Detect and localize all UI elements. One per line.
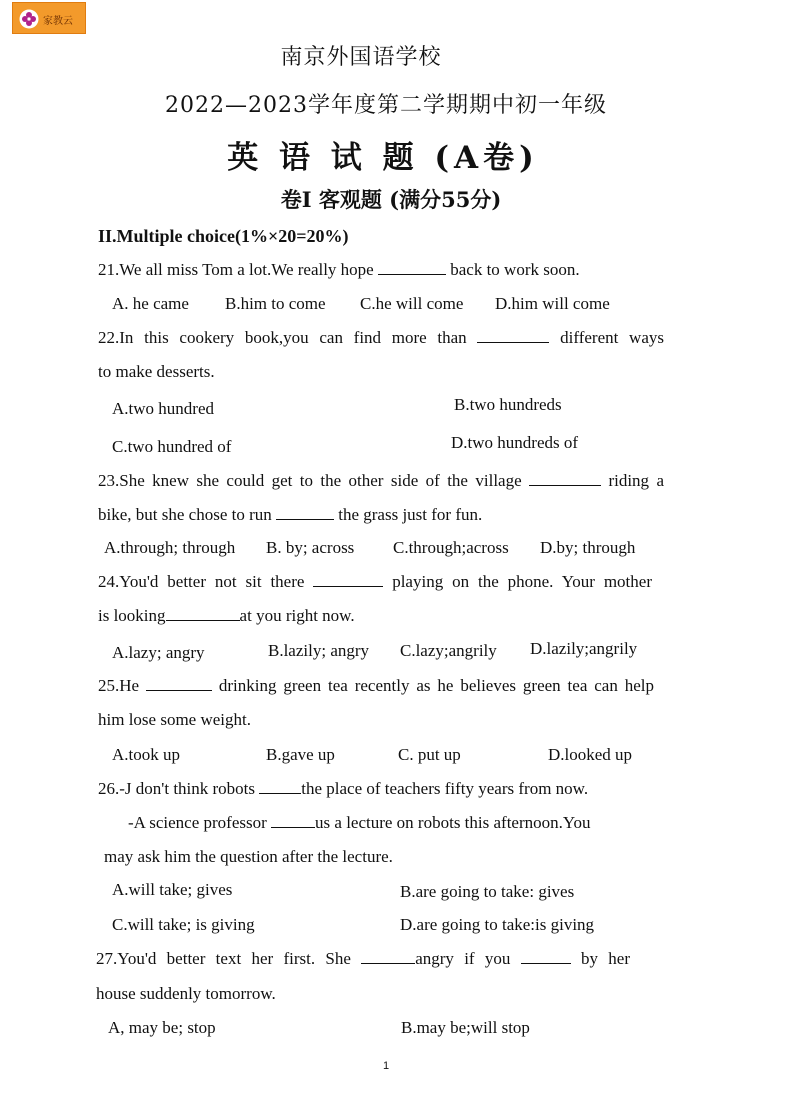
option-24-a: A.lazy; angry	[112, 643, 205, 662]
brand-logo	[12, 2, 86, 34]
exam-title: 英 语 试 题 (A卷)	[227, 140, 539, 176]
option-25-b: B.gave up	[266, 745, 335, 764]
question-26-stem: 26.-J don't think robots the place of teachers fifty years from now.	[98, 779, 589, 798]
option-21-a: A. he came	[112, 294, 189, 313]
option-21-b: B.him to come	[225, 294, 326, 313]
question-27-stem: 27.You'd better text her first. She angry if you by her	[96, 949, 630, 968]
answer-blank	[529, 471, 601, 486]
question-26-stem-cont-2: may ask him the question after the lecture.	[104, 847, 393, 866]
option-21-d: D.him will come	[495, 294, 610, 313]
answer-blank	[276, 505, 334, 520]
question-27-stem-cont: house suddenly tomorrow.	[96, 984, 276, 1003]
option-23-c: C.through;across	[393, 538, 509, 557]
answer-blank	[313, 572, 383, 587]
question-25-stem: 25.He drinking green tea recently as he believes green tea can help	[98, 676, 654, 695]
question-24-stem: 24.You'd better not sit there playing on the phone. Your mother	[98, 572, 652, 591]
option-21-c: C.he will come	[360, 294, 464, 313]
option-25-c: C. put up	[398, 745, 461, 764]
option-25-d: D.looked up	[548, 745, 633, 764]
option-22-d: D.two hundreds of	[451, 433, 579, 452]
option-26-d: D.are going to take:is giving	[400, 915, 595, 934]
section-title: II.Multiple choice(1%×20=20%)	[98, 226, 349, 246]
answer-blank	[259, 779, 301, 794]
answer-blank	[166, 606, 240, 621]
option-23-a: A.through; through	[104, 538, 236, 557]
option-23-d: D.by; through	[540, 538, 636, 557]
answer-blank	[146, 676, 212, 691]
option-25-a: A.took up	[112, 745, 180, 764]
option-26-b: B.are going to take: gives	[400, 882, 575, 901]
option-22-c: C.two hundred of	[112, 437, 232, 456]
answer-blank	[477, 328, 549, 343]
answer-blank	[271, 813, 315, 828]
answer-blank	[521, 949, 571, 964]
paper-subtitle: 卷I 客观题 (满分55分)	[280, 187, 502, 212]
option-22-b: B.two hundreds	[454, 395, 562, 414]
exam-term: 2022—2023学年度第二学期期中初一年级	[165, 93, 607, 118]
question-23-stem: 23.She knew she could get to the other side of the village riding a	[98, 471, 664, 490]
option-24-c: C.lazy;angrily	[400, 641, 497, 660]
option-27-b: B.may be;will stop	[401, 1018, 530, 1037]
question-25-stem-cont: him lose some weight.	[98, 710, 251, 729]
answer-blank	[361, 949, 415, 964]
page-number: 1	[382, 1060, 390, 1072]
option-26-a: A.will take; gives	[112, 880, 233, 899]
answer-blank	[378, 260, 446, 275]
question-21-stem: 21.We all miss Tom a lot.We really hope back to work soon.	[98, 260, 580, 279]
option-23-b: B. by; across	[266, 538, 355, 557]
question-22-stem-cont: to make desserts.	[98, 362, 215, 381]
option-24-b: B.lazily; angry	[268, 641, 370, 660]
option-24-d: D.lazily;angrily	[530, 639, 638, 658]
question-24-stem-cont: is looking at you right now.	[98, 606, 355, 625]
question-22-stem: 22.In this cookery book,you can find more than different ways	[98, 328, 664, 347]
question-23-stem-cont: bike, but she chose to run the grass just for fun.	[98, 505, 483, 524]
option-27-a: A, may be; stop	[108, 1018, 216, 1037]
school-name: 南京外国语学校	[280, 45, 442, 70]
question-26-stem-cont: -A science professor us a lecture on robots this afternoon.You	[128, 813, 591, 832]
logo-text: 家教云	[43, 16, 73, 27]
flower-logo-icon	[19, 9, 39, 29]
option-26-c: C.will take; is giving	[112, 915, 255, 934]
option-22-a: A.two hundred	[112, 399, 214, 418]
